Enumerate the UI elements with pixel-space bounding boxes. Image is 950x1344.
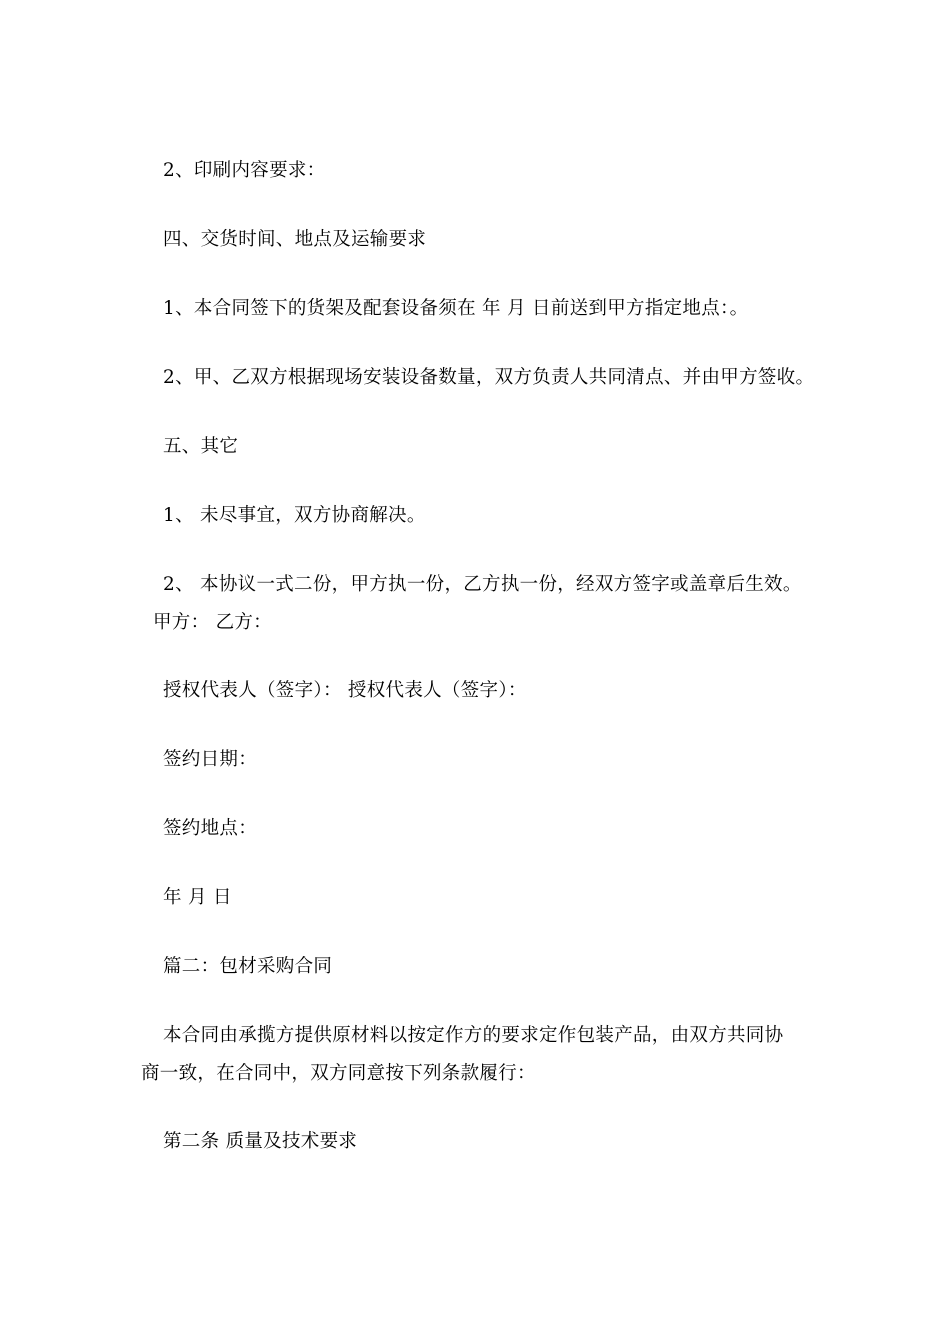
parties-line: 甲方： 乙方： [153, 612, 272, 633]
date-placeholder: 年 月 日 [163, 887, 232, 908]
intro-paragraph-line-1: 本合同由承揽方提供原材料以按定作方的要求定作包装产品，由双方共同协 [163, 1025, 784, 1046]
section-four-heading: 四、交货时间、地点及运输要求 [163, 229, 427, 250]
signing-date-label: 签约日期： [163, 749, 258, 770]
signatory-line: 授权代表人（签字）： 授权代表人（签字）： [163, 680, 527, 701]
print-content-requirement: 2、印刷内容要求： [163, 160, 326, 181]
chapter-two-title: 篇二：包材采购合同 [163, 956, 333, 977]
delivery-clause-2: 2、甲、乙双方根据现场安装设备数量，双方负责人共同清点、并由甲方签收。 [163, 367, 815, 388]
signing-place-label: 签约地点： [163, 818, 258, 839]
section-five-heading: 五、其它 [163, 436, 239, 457]
article-two-heading: 第二条 质量及技术要求 [163, 1131, 358, 1152]
delivery-clause-1: 1、本合同签下的货架及配套设备须在 年 月 日前送到甲方指定地点：。 [163, 298, 749, 319]
intro-paragraph-line-2: 商一致，在合同中，双方同意按下列条款履行： [141, 1063, 536, 1084]
other-clause-2: 2、 本协议一式二份，甲方执一份，乙方执一份，经双方签字或盖章后生效。 [163, 574, 802, 595]
other-clause-1: 1、 未尽事宜，双方协商解决。 [163, 505, 426, 526]
